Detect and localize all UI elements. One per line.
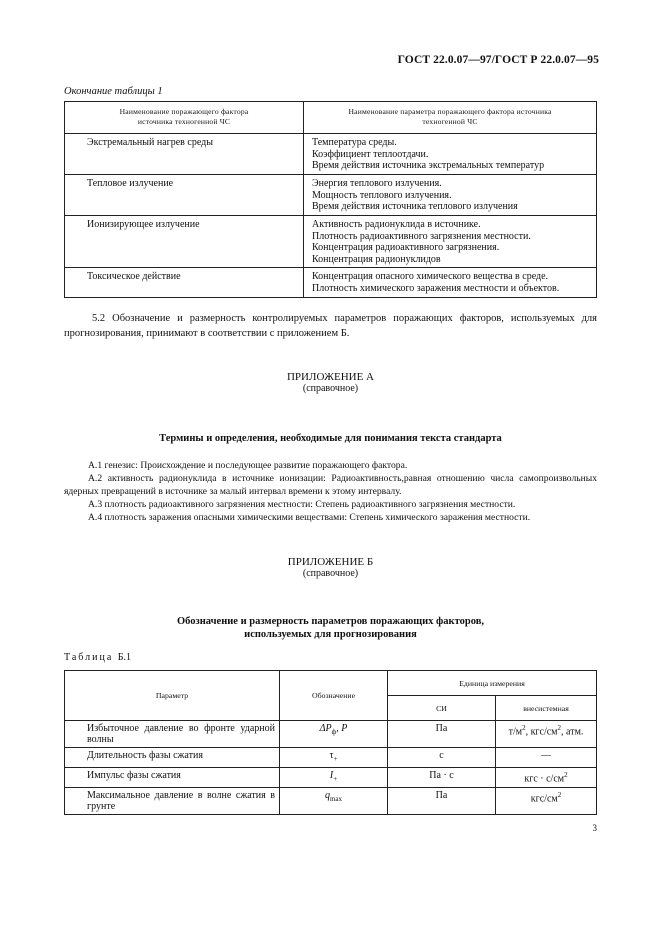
table-row — [65, 768, 597, 788]
nonsystem-cell: кгс/$см^2$ — [496, 788, 597, 815]
table-continuation-caption: Окончание таблицы 1 — [64, 86, 163, 97]
symbol-cell: $\Delta P_ф$, P — [280, 721, 388, 748]
parameters-table — [64, 670, 597, 815]
table-row — [65, 268, 597, 298]
symbol-cell: $q_{max}$ — [280, 788, 388, 815]
col-unit-header: Единица измерения — [388, 671, 597, 696]
param-cell: Длительность фазы сжатия — [65, 748, 280, 768]
nonsystem-cell: $т/м^2$, кгс/$см^2$, атм. — [496, 721, 597, 748]
factor-cell: Экстремальный нагрев среды — [65, 134, 304, 175]
table-header-row — [65, 671, 597, 696]
table-row — [65, 216, 597, 268]
param-cell: Максимальное давление в волне сжатия в грунте — [65, 788, 280, 815]
table-row — [65, 721, 597, 748]
col-param-header: Параметр — [65, 671, 280, 721]
definitions-list — [64, 459, 597, 524]
table-row — [65, 134, 597, 175]
si-cell: Па — [388, 788, 496, 815]
col-symbol-header: Обозначение — [280, 671, 388, 721]
appendix-b-heading: Обозначение и размерность параметров поражающих факторов, используемых для прогнозирования — [176, 616, 484, 640]
col-parameter-header: Наименование параметра поражающего фактора источника техногенной ЧС — [304, 102, 597, 134]
nonsystem-cell: — — [496, 748, 597, 768]
nonsystem-cell: кгс · $с/см^2$ — [496, 768, 597, 788]
factor-cell: Ионизирующее излучение — [65, 216, 304, 268]
factor-cell: Тепловое излучение — [65, 175, 304, 216]
page-number: 3 — [592, 823, 597, 833]
symbol-cell: $I_+$ — [280, 768, 388, 788]
si-cell: Па · с — [388, 768, 496, 788]
param-cell: Импульс фазы сжатия — [65, 768, 280, 788]
table-row — [65, 788, 597, 815]
appendix-b-title: ПРИЛОЖЕНИЕ Б (справочное) — [287, 556, 374, 579]
definition-item: А.1 генезис: Происхождение и последующее развитие поражающего фактора. — [88, 460, 408, 471]
factor-cell: Токсическое действие — [65, 268, 304, 298]
col-si-header: СИ — [388, 696, 496, 721]
definition-item: А.4 плотность заражения опасными химическими веществами: Степень химического заражения местности. — [88, 512, 531, 523]
document-header: ГОСТ 22.0.07—97/ГОСТ Р 22.0.07—95 — [397, 54, 599, 66]
param-cell: Избыточное давление во фронте ударной волны — [65, 721, 280, 748]
paragraph-5-2: 5.2 Обозначение и размерность контролируемых параметров поражающих факторов, используемых для прогнозирования, принимают в соответствии с приложением Б. — [64, 313, 597, 339]
col-nonsystem-header: внесистемная — [496, 696, 597, 721]
params-cell: Температура среды. Коэффициент теплоотдачи. Время действия источника экстремальных температур — [304, 134, 597, 175]
symbol-cell: $\tau_+$ — [280, 748, 388, 768]
table-row — [65, 175, 597, 216]
table-b1-label: Таблица Б.1 — [64, 652, 132, 663]
si-cell: с — [388, 748, 496, 768]
col-factor-header: Наименование поражающего фактора источника техногенной ЧС — [65, 102, 304, 134]
params-cell: Активность радионуклида в источнике. Плотность радиоактивного загрязнения местности. Концентрация радиоактивного загрязнения. Концентрация радионуклидов — [304, 216, 597, 268]
table-header-row — [65, 102, 597, 134]
appendix-a-heading: Термины и определения, необходимые для понимания текста стандарта — [159, 433, 502, 444]
params-cell: Энергия теплового излучения. Мощность теплового излучения. Время действия источника теплового излучения — [304, 175, 597, 216]
params-cell: Концентрация опасного химического вещества в среде. Плотность химического заражения местности и объектов. — [304, 268, 597, 298]
si-cell: Па — [388, 721, 496, 748]
definition-item: А.3 плотность радиоактивного загрязнения местности: Степень радиоактивного загрязнения местности. — [88, 499, 516, 510]
definition-item: А.2 активность радионуклида в источнике ионизации: Радиоактивность,равная отношению числа самопроизвольных ядерных превращений в источнике за малый интервал времени к этому интервалу. — [64, 473, 597, 497]
table-row — [65, 748, 597, 768]
hazard-factors-table — [64, 101, 597, 298]
appendix-a-title: ПРИЛОЖЕНИЕ А (справочное) — [286, 371, 374, 394]
